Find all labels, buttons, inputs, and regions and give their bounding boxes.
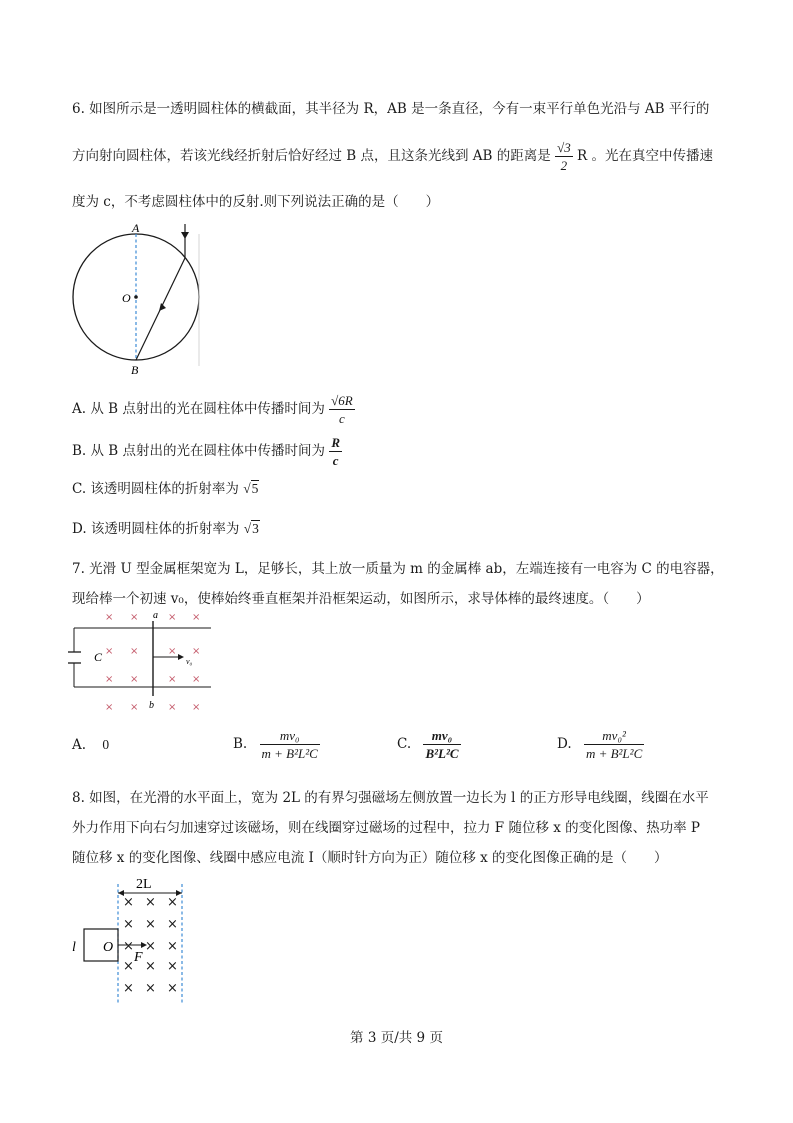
q6-option-b-text: B. 从 B 点射出的光在圆柱体中传播时间为 [72,443,326,459]
field-cross-mark: × [168,646,177,657]
field-cross-mark: × [145,939,156,954]
q6-option-d-sqrt: √3 [243,521,259,536]
field-cross-mark: × [167,917,178,932]
field-cross-mark: × [123,959,134,974]
q6-option-a-den: c [339,411,345,426]
field-cross-mark: × [145,981,156,996]
q7-option-d [557,728,644,761]
field-cross-mark: × [123,917,134,932]
q7-option-c [397,728,461,761]
field-cross-mark: × [192,646,201,657]
q7-option-b [233,728,320,761]
q6-option-b-fraction [329,435,342,468]
rod-label-b: b [149,700,154,711]
field-cross-mark: × [145,959,156,974]
q6-line-3: 度为 c，不考虑圆柱体中的反射.则下列说法正确的是（ ） [72,194,440,210]
q6-line-1: 6. 如图所示是一透明圆柱体的横截面，其半径为 R，AB 是一条直径，今有一束平行单色光沿与 AB 平行的 [72,101,710,117]
q7-option-d-label: D. [557,736,572,752]
q6-option-c [72,477,259,497]
field-cross-mark: × [130,674,139,685]
q6-option-a-fraction [329,393,355,426]
field-cross-mark: × [168,702,177,713]
velocity-label: v₀ [186,657,193,666]
q8-line-2: 外力作用下向右匀加速穿过该磁场，则在线圈穿过磁场的过程中，拉力 F 随位移 x 的变化图像、热功率 P [72,820,701,836]
field-cross-mark: × [123,981,134,996]
q8-coil-figure [68,870,198,1010]
q7-option-c-den: B²L²C [425,746,459,761]
q6-option-a-text: A. 从 B 点射出的光在圆柱体中传播时间为 [72,401,325,417]
q6-option-d [72,517,260,537]
q6-option-c-sqrt: √5 [243,481,259,496]
field-cross-mark: × [192,674,201,685]
q7-option-a-label: A. [72,737,87,753]
label-o: O [122,291,131,305]
magnetic-field-crosses [123,895,178,996]
q7-option-c-fraction [423,728,460,761]
velocity-arrow-icon [178,654,184,660]
field-cross-mark: × [167,895,178,910]
q6-fraction-denominator: 2 [560,158,568,173]
q7-option-a [72,737,109,753]
q7-option-d-num: mv₀² [584,728,644,745]
q6-option-a [72,393,355,426]
q7-option-b-num: mv₀ [260,728,320,745]
field-cross-mark: × [130,612,139,623]
q6-cylinder-figure [68,220,208,380]
q6-line-2-post: R 。光在真空中传播速 [577,148,713,164]
q7-option-b-label: B. [233,736,248,752]
q7-option-a-value: 0 [102,737,110,752]
field-cross-mark: × [192,612,201,623]
field-cross-mark: × [105,702,114,713]
q7-option-d-fraction [584,728,644,761]
field-cross-mark: × [123,895,134,910]
q6-line-2-pre: 方向射向圆柱体，若该光线经折射后恰好经过 B 点，且这条光线到 AB 的距离是 [72,148,551,164]
field-cross-mark: × [105,646,114,657]
field-cross-mark: × [145,917,156,932]
q6-option-d-value: 3 [252,521,259,536]
field-cross-mark: × [167,959,178,974]
field-cross-mark: × [192,702,201,713]
q7-option-b-fraction [260,728,320,761]
q8-line-3: 随位移 x 的变化图像、线圈中感应电流 I（顺时针方向为正）随位移 x 的变化图像正确的是（ ） [72,850,668,866]
field-cross-mark: × [167,939,178,954]
coil-side-label: l [72,940,76,955]
q6-option-c-value: 5 [251,481,259,496]
force-label: F [134,950,143,965]
q6-option-b-den: c [332,453,339,468]
center-point [134,295,138,299]
field-cross-mark: × [167,981,178,996]
q7-option-b-den: m + B²L²C [261,746,318,761]
field-cross-mark: × [168,612,177,623]
q6-option-b-num: R [331,435,340,450]
q6-option-a-num: √6R [331,393,353,408]
incident-arrow-icon [181,232,189,239]
q6-option-d-text: D. 该透明圆柱体的折射率为 [72,521,240,537]
q6-option-c-text: C. 该透明圆柱体的折射率为 [72,481,239,497]
field-cross-mark: × [130,646,139,657]
q7-option-d-den: m + B²L²C [585,746,643,761]
label-a: A [132,221,140,235]
field-cross-mark: × [123,939,134,954]
q7-line-1: 7. 光滑 U 型金属框架宽为 L，足够长，其上放一质量为 m 的金属棒 ab，左端连接有一电容为 C 的电容器， [72,561,724,577]
field-cross-mark: × [168,674,177,685]
page-footer: 第 3 页/共 9 页 [350,1030,443,1046]
q6-line-2 [72,140,713,173]
q6-fraction-numerator: √3 [557,140,571,155]
field-width-label: 2L [136,877,152,892]
field-cross-mark: × [130,702,139,713]
field-cross-mark: × [105,612,114,623]
q6-option-b [72,435,342,468]
q8-line-1: 8. 如图，在光滑的水平面上，宽为 2L 的有界匀强磁场左侧放置一边长为 l 的正方形导电线圈，线圈在水平 [72,790,709,806]
field-cross-mark: × [105,674,114,685]
field-cross-mark: × [145,895,156,910]
q7-option-c-label: C. [397,736,412,752]
q6-distance-fraction [555,140,573,173]
rod-label-a: a [153,610,158,621]
q7-line-2: 现给棒一个初速 v₀，使棒始终垂直框架并沿框架运动，如图所示，求导体棒的最终速度。（ ） [72,591,650,607]
label-b: B [131,363,139,377]
capacitor-label: C [94,650,103,664]
q7-circuit-figure [68,608,218,718]
coil-center-label: O [103,940,114,955]
q7-option-c-num: mv₀ [423,728,460,745]
